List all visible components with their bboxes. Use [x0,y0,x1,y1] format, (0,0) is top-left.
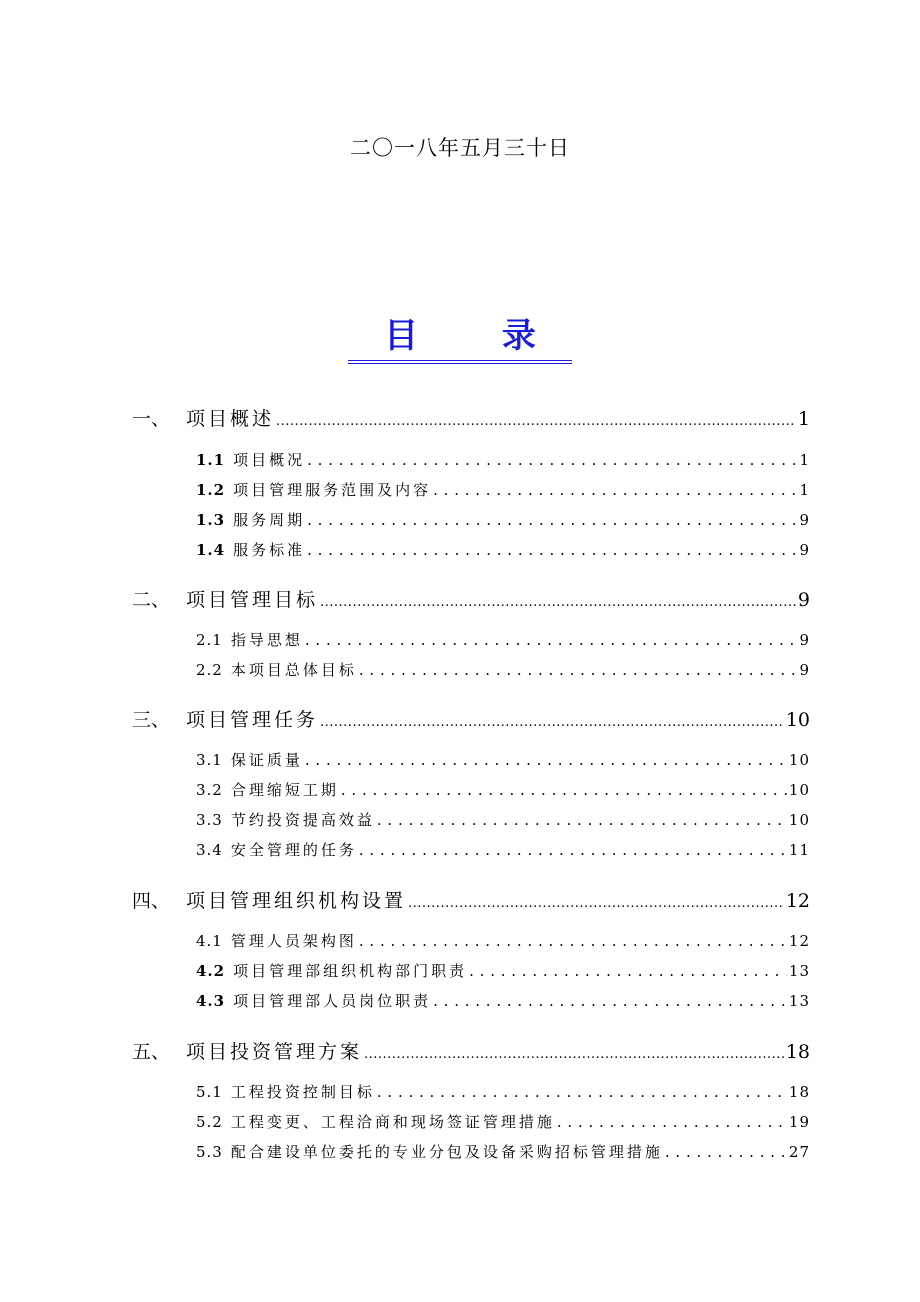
toc-leader-dots [469,962,787,980]
toc-item-number: 2.1 [196,631,223,649]
toc-entry-section-4[interactable] [132,886,810,913]
document-date: 二〇一八年五月三十日 [350,136,570,160]
toc-page-number: 11 [788,841,810,859]
toc-page-number: 9 [799,631,810,649]
toc-leader-dots [305,751,787,769]
toc-entry-section-3[interactable] [132,705,810,732]
toc-entry-2-1[interactable] [196,629,810,650]
toc-item-label: 节约投资提高效益 [230,811,375,829]
toc-entry-4-1[interactable] [196,930,810,951]
toc-section-label: 项目概述 [186,408,275,430]
toc-item-number: 5.3 [196,1143,223,1161]
toc-item-label: 安全管理的任务 [230,841,357,859]
toc-item-label: 项目管理部人员岗位职责 [233,992,432,1010]
toc-leader-dots [557,1113,787,1131]
toc-entry-1-3[interactable] [196,509,810,530]
toc-leader-dots [359,932,787,950]
toc-section-label: 项目管理组织机构设置 [186,890,407,912]
toc-item-number: 1.3 [196,511,226,529]
toc-entry-section-1[interactable] [132,404,810,431]
toc-section-number: 一、 [132,408,171,430]
toc-entry-1-2[interactable] [196,479,810,500]
toc-item-label: 项目管理部组织机构部门职责 [233,962,468,980]
toc-entry-2-2[interactable] [196,659,810,680]
toc-leader-dots [364,1041,784,1063]
toc-leader-dots [433,992,787,1010]
toc-entry-4-3[interactable] [196,990,810,1011]
toc-page-number: 12 [785,890,810,912]
toc-leader-dots [320,589,796,611]
toc-entry-3-2[interactable] [196,779,810,800]
toc-item-label: 项目管理服务范围及内容 [233,481,432,499]
toc-item-number: 5.1 [196,1083,223,1101]
toc-page-number: 13 [788,992,810,1010]
toc-leader-dots [359,661,798,679]
toc-page-number: 9 [799,511,810,529]
toc-page-number: 1 [797,408,810,430]
toc-page-number: 12 [788,932,810,950]
toc-page-number: 9 [799,661,810,679]
toc-entry-section-2[interactable] [132,585,810,612]
toc-entry-3-3[interactable] [196,809,810,830]
toc-leader-dots [433,481,797,499]
toc-item-number: 1.2 [196,481,226,499]
toc-entry-4-2[interactable] [196,960,810,981]
toc-page-number: 1 [799,451,810,469]
toc-item-number: 1.4 [196,541,226,559]
toc-item-label: 管理人员架构图 [230,932,357,950]
toc-page-number: 10 [788,781,810,799]
toc-section-number: 三、 [132,709,171,731]
toc-section-label: 项目投资管理方案 [186,1041,363,1063]
toc-leader-dots [276,408,796,430]
toc-leader-dots [320,709,784,731]
toc-item-number: 4.3 [196,992,226,1010]
toc-entry-3-1[interactable] [196,749,810,770]
toc-item-label: 合理缩短工期 [230,781,339,799]
toc-page-number: 1 [799,481,810,499]
toc-item-label: 配合建设单位委托的专业分包及设备采购招标管理措施 [230,1143,663,1161]
toc-section-label: 项目管理目标 [186,589,319,611]
toc-title-text: 目 录 [348,314,572,364]
toc-leader-dots [408,890,784,912]
toc-page-number: 10 [785,709,810,731]
toc-section-number: 五、 [132,1041,171,1063]
toc-item-number: 3.3 [196,811,223,829]
toc-item-number: 3.4 [196,841,223,859]
toc-entry-5-1[interactable] [196,1081,810,1102]
toc-item-label: 指导思想 [230,631,303,649]
toc-leader-dots [305,631,798,649]
toc-section-label: 项目管理任务 [186,709,319,731]
toc-item-number: 3.1 [196,751,223,769]
toc-item-number: 5.2 [196,1113,223,1131]
toc-page-number: 9 [799,541,810,559]
toc-page-number: 13 [788,962,810,980]
toc-leader-dots [377,811,787,829]
toc-leader-dots [307,511,797,529]
toc-leader-dots [359,841,787,859]
toc-item-label: 工程投资控制目标 [230,1083,375,1101]
toc-page-number: 27 [788,1143,810,1161]
toc-page-number: 18 [788,1083,810,1101]
toc-section-number: 四、 [132,890,171,912]
toc-entry-5-3[interactable] [196,1141,810,1162]
toc-heading [0,314,920,364]
toc-item-number: 4.2 [196,962,226,980]
toc-page-number: 10 [788,811,810,829]
toc-section-number: 二、 [132,589,171,611]
toc-item-label: 服务周期 [233,511,306,529]
toc-leader-dots [665,1143,787,1161]
toc-item-label: 保证质量 [230,751,303,769]
toc-entry-1-4[interactable] [196,539,810,560]
toc-item-label: 本项目总体目标 [230,661,357,679]
toc-item-number: 4.1 [196,932,223,950]
toc-item-number: 1.1 [196,451,226,469]
toc-leader-dots [377,1083,787,1101]
toc-item-number: 2.2 [196,661,223,679]
toc-leader-dots [341,781,787,799]
toc-item-label: 工程变更、工程洽商和现场签证管理措施 [230,1113,555,1131]
toc-item-label: 项目概况 [233,451,306,469]
toc-page-number: 10 [788,751,810,769]
toc-entry-section-5[interactable] [132,1037,810,1064]
toc-item-number: 3.2 [196,781,223,799]
toc-page-number: 9 [797,589,810,611]
toc-entry-3-4[interactable] [196,839,810,860]
toc-entry-1-1[interactable] [196,449,810,470]
toc-page-number: 19 [788,1113,810,1131]
toc-leader-dots [307,451,797,469]
toc-entry-5-2[interactable] [196,1111,810,1132]
toc-item-label: 服务标准 [233,541,306,559]
toc-leader-dots [307,541,797,559]
toc-page-number: 18 [785,1041,810,1063]
